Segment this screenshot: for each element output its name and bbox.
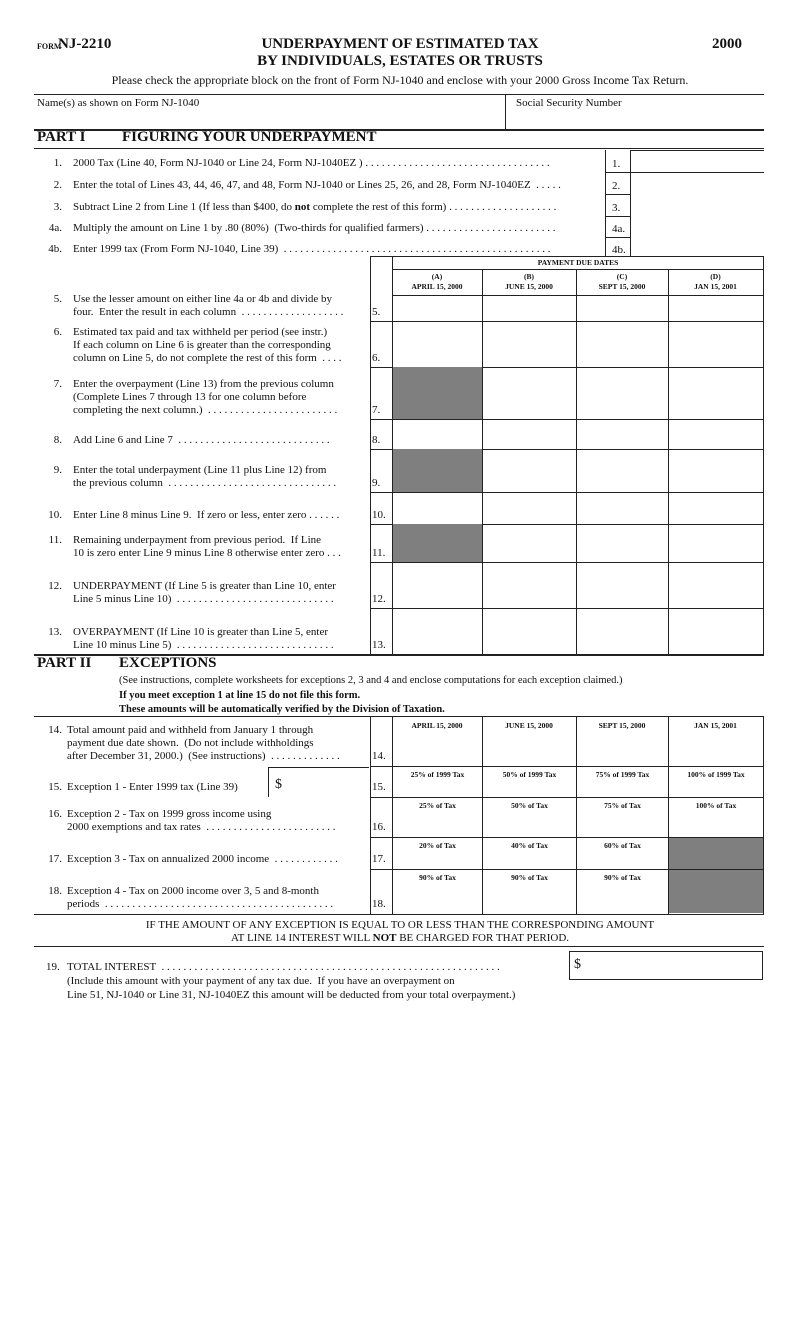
name-label: Name(s) as shown on Form NJ-1040 xyxy=(37,97,200,109)
shaded-cell-line17-d xyxy=(669,838,763,869)
line-box-label: 18. xyxy=(372,898,386,910)
line-number: 8. xyxy=(53,434,62,446)
line-box-label: 1. xyxy=(612,158,621,170)
line-text: Exception 1 - Enter 1999 tax (Line 39) xyxy=(67,781,238,793)
line-text: Exception 4 - Tax on 2000 income over 3, 5 and 8-month xyxy=(67,885,319,897)
exception-amount-cell[interactable] xyxy=(669,717,763,766)
line-amount-cell[interactable] xyxy=(577,450,668,492)
line-number: 15. xyxy=(48,781,62,793)
ssn-label: Social Security Number xyxy=(516,97,622,109)
line-amount-cell[interactable] xyxy=(483,525,576,562)
line-box-label: 4a. xyxy=(612,223,626,235)
line-text: Enter Line 8 minus Line 9. If zero or less, enter zero . . . . . . xyxy=(73,509,340,521)
line-amount-cell[interactable] xyxy=(669,563,763,608)
line-amount-cell[interactable] xyxy=(393,563,482,608)
line-amount-field[interactable] xyxy=(631,152,763,173)
line-text: the previous column . . . . . . . . . . . . . . . . . . . . . . . . . . . . . . . xyxy=(73,477,337,489)
column-date: JAN 15, 2001 xyxy=(694,282,737,291)
line-number: 2. xyxy=(53,179,62,191)
form-number: NJ-2210 xyxy=(58,36,112,52)
part2-title: EXCEPTIONS xyxy=(119,655,217,671)
line-box-label: 14. xyxy=(372,750,386,762)
exception-cell-caption: 20% of Tax xyxy=(419,841,456,850)
line-amount-cell[interactable] xyxy=(393,296,482,321)
line-amount-cell[interactable] xyxy=(577,525,668,562)
line-amount-cell[interactable] xyxy=(669,322,763,367)
exception-amount-cell[interactable] xyxy=(669,767,763,797)
shaded-cell-line18-d xyxy=(669,870,763,913)
line-amount-cell[interactable] xyxy=(577,368,668,419)
shaded-cell-line7-a xyxy=(393,367,482,419)
line-box-label: 4b. xyxy=(612,244,626,256)
exception-amount-cell[interactable] xyxy=(669,798,763,837)
exception1-amount-box[interactable] xyxy=(268,767,369,797)
line19-note1: (Include this amount with your payment of any tax due. If you have an overpayment on xyxy=(67,975,455,987)
shaded-cell-line11-a xyxy=(393,524,482,562)
form-title-line1: UNDERPAYMENT OF ESTIMATED TAX xyxy=(261,36,539,52)
line-box-label: 10. xyxy=(372,509,386,521)
line-box-label: 12. xyxy=(372,593,386,605)
exception-amount-cell[interactable] xyxy=(483,870,576,914)
line-number: 13. xyxy=(48,626,62,638)
line-amount-cell[interactable] xyxy=(393,322,482,367)
line-text: Total amount paid and withheld from January 1 through xyxy=(67,724,314,736)
line-amount-cell[interactable] xyxy=(669,420,763,449)
line-text: 2000 Tax (Line 40, Form NJ-1040 or Line 24, Form NJ-1040EZ ) . . . . . . . . . . . . . . . . . . . . . . . . . . . . . . . . . . xyxy=(73,157,550,169)
line-text: Enter the total underpayment (Line 11 plus Line 12) from xyxy=(73,464,327,476)
line-text: 10 is zero enter Line 9 minus Line 8 otherwise enter zero . . . xyxy=(73,547,341,559)
exception-column-date: JAN 15, 2001 xyxy=(694,721,737,730)
line-number: 5. xyxy=(53,293,62,305)
shaded-cell-line9-a xyxy=(393,449,482,492)
column-letter: (A) xyxy=(431,272,443,281)
exception-amount-cell[interactable] xyxy=(393,767,482,797)
line-box-label: 16. xyxy=(372,821,386,833)
line-text: Line 5 minus Line 10) . . . . . . . . . . . . . . . . . . . . . . . . . . . . . xyxy=(73,593,334,605)
part2-verification-note: These amounts will be automatically verified by the Division of Taxation. xyxy=(119,704,445,715)
line-text: Use the lesser amount on either line 4a or 4b and divide by xyxy=(73,293,333,305)
exception-cell-caption: 75% of 1999 Tax xyxy=(595,770,650,779)
line-text: (Complete Lines 7 through 13 for one column before xyxy=(73,391,307,403)
line-text: column on Line 5, do not complete the rest of this form . . . . xyxy=(73,352,342,364)
total-interest-dollar-sign: $ xyxy=(574,957,581,972)
line-amount-cell[interactable] xyxy=(669,525,763,562)
line-number: 14. xyxy=(48,724,62,736)
line-text: Estimated tax paid and tax withheld per period (see instr.) xyxy=(73,326,328,338)
ssn-field[interactable] xyxy=(506,110,764,130)
line-box-label: 9. xyxy=(372,477,381,489)
line-amount-cell[interactable] xyxy=(577,296,668,321)
line-amount-cell[interactable] xyxy=(483,296,576,321)
exception-amount-cell[interactable] xyxy=(483,767,576,797)
line-amount-cell[interactable] xyxy=(483,322,576,367)
line-amount-cell[interactable] xyxy=(483,563,576,608)
line-amount-cell[interactable] xyxy=(483,420,576,449)
line19-label: TOTAL INTEREST . . . . . . . . . . . . . . . . . . . . . . . . . . . . . . . . . . . . . . . . . . . . . . . . . . . . . . . . . . . . . . xyxy=(67,961,500,973)
part2-exception-warning: If you meet exception 1 at line 15 do not file this form. xyxy=(119,690,361,701)
exception-cell-caption: 50% of Tax xyxy=(511,801,548,810)
column-letter: (B) xyxy=(524,272,534,281)
line-text: Enter the overpayment (Line 13) from the previous column xyxy=(73,378,334,390)
exception-notice-line1: IF THE AMOUNT OF ANY EXCEPTION IS EQUAL TO OR LESS THAN THE CORRESPONDING AMOUNT xyxy=(145,919,655,931)
form-title-line2: BY INDIVIDUALS, ESTATES OR TRUSTS xyxy=(257,53,543,69)
line-number: 11. xyxy=(48,534,62,546)
line-amount-cell[interactable] xyxy=(483,493,576,524)
part2-note: (See instructions, complete worksheets for exceptions 2, 3 and 4 and enclose computations for each exception claimed.) xyxy=(119,675,623,686)
exception-amount-cell[interactable] xyxy=(393,798,482,837)
exception-cell-caption: 40% of Tax xyxy=(511,841,548,850)
exception-cell-caption: 25% of Tax xyxy=(419,801,456,810)
exception-amount-cell[interactable] xyxy=(577,717,668,766)
line-amount-cell[interactable] xyxy=(577,322,668,367)
total-interest-field[interactable] xyxy=(569,951,763,980)
line-amount-cell[interactable] xyxy=(577,420,668,449)
name-field[interactable] xyxy=(34,110,504,130)
line-box-label: 5. xyxy=(372,306,381,318)
exception-amount-cell[interactable] xyxy=(483,798,576,837)
line-amount-field[interactable] xyxy=(631,217,763,238)
line-number: 10. xyxy=(48,509,62,521)
exception1-dollar-sign: $ xyxy=(275,777,282,792)
exception-cell-caption: 90% of Tax xyxy=(604,873,641,882)
line-number: 7. xyxy=(53,378,62,390)
header-instruction: Please check the appropriate block on the front of Form NJ-1040 and enclose with your 2000 Gross Income Tax Return. xyxy=(111,73,689,87)
exception-amount-cell[interactable] xyxy=(577,798,668,837)
line-amount-cell[interactable] xyxy=(669,296,763,321)
exception-amount-cell[interactable] xyxy=(577,838,668,869)
exception-column-date: JUNE 15, 2000 xyxy=(505,721,553,730)
exception-amount-cell[interactable] xyxy=(393,870,482,914)
line-text: UNDERPAYMENT (If Line 5 is greater than Line 10, enter xyxy=(73,580,336,592)
line-amount-cell[interactable] xyxy=(393,609,482,654)
line-text: Enter 1999 tax (From Form NJ-1040, Line 39) . . . . . . . . . . . . . . . . . . . . . . . . . . . . . . . . . . . . . . . . . . . . . . . . . xyxy=(73,243,551,255)
line-box-label: 13. xyxy=(372,639,386,651)
line-amount-field[interactable] xyxy=(631,174,763,195)
line-number: 6. xyxy=(53,326,62,338)
line-amount-cell[interactable] xyxy=(669,368,763,419)
exception-amount-cell[interactable] xyxy=(483,717,576,766)
line-box-label: 6. xyxy=(372,352,381,364)
line-amount-cell[interactable] xyxy=(483,450,576,492)
exception-cell-caption: 50% of 1999 Tax xyxy=(502,770,557,779)
form-year: 2000 xyxy=(712,36,742,52)
line-number: 3. xyxy=(53,201,62,213)
exception-cell-caption: 90% of Tax xyxy=(511,873,548,882)
column-letter: (C) xyxy=(616,272,628,281)
line19-note2: Line 51, NJ-1040 or Line 31, NJ-1040EZ this amount will be deducted from your total overpayment.) xyxy=(67,989,516,1001)
line-amount-cell[interactable] xyxy=(483,368,576,419)
line-amount-cell[interactable] xyxy=(669,609,763,654)
line-text: payment due date shown. (Do not include withholdings xyxy=(67,737,314,749)
payment-due-dates-heading: PAYMENT DUE DATES xyxy=(537,258,619,267)
line-text: Exception 3 - Tax on annualized 2000 income . . . . . . . . . . . . xyxy=(67,853,338,865)
line-text: Remaining underpayment from previous period. If Line xyxy=(73,534,322,546)
line-text: 2000 exemptions and tax rates . . . . . . . . . . . . . . . . . . . . . . . . xyxy=(67,821,336,833)
line-number: 9. xyxy=(53,464,62,476)
line-text: If each column on Line 6 is greater than the corresponding xyxy=(73,339,331,351)
column-date: JUNE 15, 2000 xyxy=(505,282,553,291)
exception-column-date: SEPT 15, 2000 xyxy=(598,721,646,730)
exception-cell-caption: 90% of Tax xyxy=(419,873,456,882)
line-amount-cell[interactable] xyxy=(669,493,763,524)
line-amount-cell[interactable] xyxy=(577,563,668,608)
line-number: 12. xyxy=(48,580,62,592)
line-box-label: 17. xyxy=(372,853,386,865)
line-number: 4a. xyxy=(48,222,62,234)
exception-amount-cell[interactable] xyxy=(577,767,668,797)
line-text: Multiply the amount on Line 1 by .80 (80%) (Two-thirds for qualified farmers) . . . . . . . . . . . . . . . . . . . . . . . . xyxy=(73,222,556,234)
exception-cell-caption: 100% of Tax xyxy=(695,801,737,810)
line-text: after December 31, 2000.) (See instructions) . . . . . . . . . . . . . xyxy=(67,750,340,762)
line-amount-cell[interactable] xyxy=(393,493,482,524)
exception-amount-cell[interactable] xyxy=(577,870,668,914)
line-box-label: 3. xyxy=(612,202,621,214)
exception-notice-line2: AT LINE 14 INTEREST WILL NOT BE CHARGED FOR THAT PERIOD. xyxy=(230,932,570,944)
line-text: periods . . . . . . . . . . . . . . . . . . . . . . . . . . . . . . . . . . . . . . . . . . xyxy=(67,898,334,910)
line-number: 18. xyxy=(48,885,62,897)
line-text: Add Line 6 and Line 7 . . . . . . . . . . . . . . . . . . . . . . . . . . . . xyxy=(73,434,330,446)
exception-cell-caption: 60% of Tax xyxy=(604,841,641,850)
line-text: OVERPAYMENT (If Line 10 is greater than Line 5, enter xyxy=(73,626,328,638)
line-text: Enter the total of Lines 43, 44, 46, 47, and 48, Form NJ-1040 or Lines 25, 26, and 28, Form NJ-1040EZ . . . . . xyxy=(73,179,561,191)
line-box-label: 2. xyxy=(612,180,621,192)
part2-label: PART II xyxy=(37,655,92,671)
line-text: four. Enter the result in each column . . . . . . . . . . . . . . . . . . . xyxy=(73,306,344,318)
exception-amount-cell[interactable] xyxy=(483,838,576,869)
line-text: Line 10 minus Line 5) . . . . . . . . . . . . . . . . . . . . . . . . . . . . . xyxy=(73,639,334,651)
exception-cell-caption: 25% of 1999 Tax xyxy=(410,770,465,779)
column-date: APRIL 15, 2000 xyxy=(411,282,463,291)
part1-title: FIGURING YOUR UNDERPAYMENT xyxy=(122,129,377,145)
line-amount-cell[interactable] xyxy=(393,420,482,449)
line-number: 1. xyxy=(53,157,62,169)
exception-amount-cell[interactable] xyxy=(393,838,482,869)
line-box-label: 15. xyxy=(372,781,386,793)
line-box-label: 8. xyxy=(372,434,381,446)
exception-column-date: APRIL 15, 2000 xyxy=(411,721,463,730)
line-number: 4b. xyxy=(48,243,62,255)
line-amount-cell[interactable] xyxy=(483,609,576,654)
line-amount-field[interactable] xyxy=(631,196,763,217)
line-number: 17. xyxy=(48,853,62,865)
line-amount-cell[interactable] xyxy=(577,609,668,654)
column-date: SEPT 15, 2000 xyxy=(598,282,646,291)
exception-cell-caption: 75% of Tax xyxy=(604,801,641,810)
column-letter: (D) xyxy=(710,272,721,281)
line19-number: 19. xyxy=(46,961,60,973)
exception-cell-caption: 100% of 1999 Tax xyxy=(687,770,745,779)
form-label: FORM xyxy=(37,42,62,51)
exception-amount-cell[interactable] xyxy=(393,717,482,766)
line-number: 16. xyxy=(48,808,62,820)
line-text: Exception 2 - Tax on 1999 gross income using xyxy=(67,808,272,820)
line-amount-cell[interactable] xyxy=(577,493,668,524)
line-text: Subtract Line 2 from Line 1 (If less than $400, do not complete the rest of this form) . . . . . . . . . . . . . . . . . . . . xyxy=(73,201,557,213)
line-box-label: 11. xyxy=(372,547,386,559)
line-amount-cell[interactable] xyxy=(669,450,763,492)
line-text: completing the next column.) . . . . . . . . . . . . . . . . . . . . . . . . xyxy=(73,404,338,416)
line-box-label: 7. xyxy=(372,404,381,416)
part1-label: PART I xyxy=(37,129,86,145)
